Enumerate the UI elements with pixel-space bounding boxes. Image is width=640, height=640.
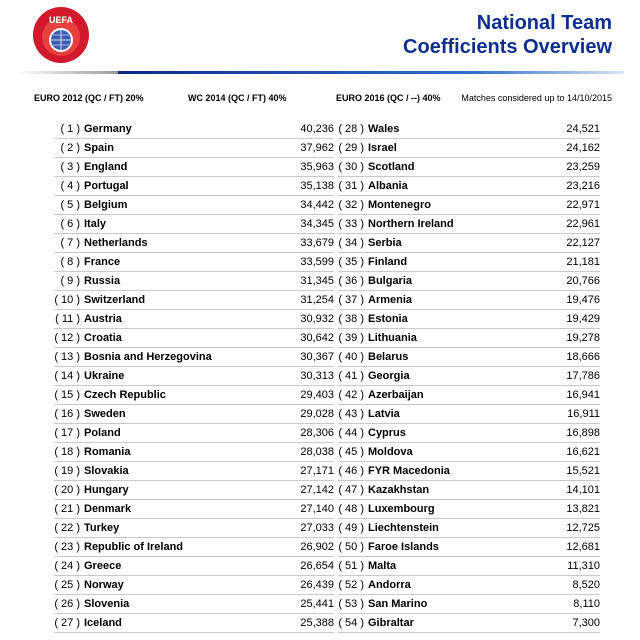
ranking-row — [54, 120, 334, 139]
coefficient-value: 31,345 — [300, 275, 334, 287]
country-name: Georgia — [368, 370, 410, 382]
coefficient-value: 34,345 — [300, 218, 334, 230]
coefficient-value: 33,679 — [300, 237, 334, 249]
country-name: Denmark — [84, 503, 132, 515]
rank-label: ( 20 ) — [54, 484, 80, 496]
ranking-row — [338, 462, 600, 481]
ranking-row — [338, 386, 600, 405]
country-name: Portugal — [84, 180, 129, 192]
country-name: Kazakhstan — [368, 484, 430, 496]
coefficient-value: 27,171 — [300, 465, 334, 477]
coefficient-value: 28,306 — [300, 427, 334, 439]
rank-label: ( 38 ) — [338, 313, 364, 325]
rank-label: ( 22 ) — [54, 522, 80, 534]
coefficient-value: 37,962 — [300, 142, 334, 154]
ranking-row — [338, 120, 600, 139]
rank-label: ( 49 ) — [338, 522, 364, 534]
coefficient-value: 21,181 — [566, 256, 600, 268]
country-name: Montenegro — [368, 199, 431, 211]
country-name: France — [84, 256, 121, 268]
rank-label: ( 54 ) — [338, 617, 364, 629]
country-name: Norway — [84, 579, 124, 591]
country-name: Romania — [84, 446, 131, 458]
rank-label: ( 36 ) — [338, 275, 364, 287]
ranking-row — [54, 329, 334, 348]
country-name: Wales — [368, 123, 400, 135]
country-name: Israel — [368, 142, 397, 154]
ranking-row — [338, 139, 600, 158]
ranking-row — [54, 500, 334, 519]
rank-label: ( 7 ) — [60, 237, 80, 249]
coefficient-value: 22,971 — [566, 199, 600, 211]
uefa-logo — [32, 6, 90, 64]
rank-label: ( 45 ) — [338, 446, 364, 458]
country-name: Ukraine — [84, 370, 125, 382]
country-name: Netherlands — [84, 237, 148, 249]
rank-label: ( 9 ) — [60, 275, 80, 287]
country-name: Northern Ireland — [368, 218, 454, 230]
ranking-row — [54, 405, 334, 424]
rank-label: ( 23 ) — [54, 541, 80, 553]
ranking-row — [338, 253, 600, 272]
meta-matches-considered: Matches considered up to 14/10/2015 — [461, 93, 612, 103]
coefficient-value: 40,236 — [300, 123, 334, 135]
ranking-row — [338, 215, 600, 234]
country-name: Spain — [84, 142, 114, 154]
ranking-row — [54, 481, 334, 500]
ranking-row — [338, 158, 600, 177]
rank-label: ( 33 ) — [338, 218, 364, 230]
ranking-row — [54, 139, 334, 158]
ranking-row — [338, 576, 600, 595]
coefficient-value: 30,313 — [300, 370, 334, 382]
header-rule-blue — [118, 71, 624, 74]
ranking-row — [54, 424, 334, 443]
header-rule-grey — [18, 71, 118, 74]
coefficient-value: 19,476 — [566, 294, 600, 306]
country-name: Scotland — [368, 161, 415, 173]
rank-label: ( 8 ) — [60, 256, 80, 268]
ranking-row — [54, 215, 334, 234]
coefficient-value: 17,786 — [566, 370, 600, 382]
country-name: FYR Macedonia — [368, 465, 450, 477]
rank-label: ( 51 ) — [338, 560, 364, 572]
country-name: Republic of Ireland — [84, 541, 184, 553]
rank-label: ( 43 ) — [338, 408, 364, 420]
coefficient-value: 25,388 — [300, 617, 334, 629]
rank-label: ( 53 ) — [338, 598, 364, 610]
coefficient-value: 28,038 — [300, 446, 334, 458]
rank-label: ( 4 ) — [60, 180, 80, 192]
ranking-row — [54, 443, 334, 462]
country-name: Croatia — [84, 332, 122, 344]
rank-label: ( 29 ) — [338, 142, 364, 154]
country-name: Estonia — [368, 313, 408, 325]
country-name: Latvia — [368, 408, 400, 420]
coefficient-value: 12,725 — [566, 522, 600, 534]
coefficient-value: 16,911 — [567, 408, 600, 420]
ranking-row — [338, 329, 600, 348]
rank-label: ( 40 ) — [338, 351, 364, 363]
coefficient-value: 7,300 — [572, 617, 600, 629]
country-name: Liechtenstein — [368, 522, 439, 534]
page-title-line2: Coefficients Overview — [403, 36, 612, 58]
coefficient-value: 27,140 — [300, 503, 334, 515]
rank-label: ( 2 ) — [60, 142, 80, 154]
country-name: Gibraltar — [368, 617, 414, 629]
rank-label: ( 42 ) — [338, 389, 364, 401]
ranking-row — [54, 234, 334, 253]
ranking-row — [54, 557, 334, 576]
country-name: Albania — [368, 180, 408, 192]
rank-label: ( 15 ) — [54, 389, 80, 401]
country-name: Slovenia — [84, 598, 130, 610]
rank-label: ( 31 ) — [338, 180, 364, 192]
ranking-row — [338, 519, 600, 538]
coefficient-value: 16,941 — [566, 389, 600, 401]
rank-label: ( 47 ) — [338, 484, 364, 496]
country-name: Belarus — [368, 351, 409, 363]
country-name: Greece — [84, 560, 122, 572]
country-name: Czech Republic — [84, 389, 166, 401]
ranking-row — [338, 443, 600, 462]
coefficient-value: 26,439 — [300, 579, 334, 591]
country-name: Serbia — [368, 237, 402, 249]
country-name: Cyprus — [368, 427, 406, 439]
country-name: Malta — [368, 560, 397, 572]
ranking-row — [338, 481, 600, 500]
ranking-row — [54, 310, 334, 329]
ranking-row — [338, 348, 600, 367]
rank-label: ( 5 ) — [60, 199, 80, 211]
ranking-column-right — [338, 120, 600, 633]
ranking-row — [54, 348, 334, 367]
meta-euro2012: EURO 2012 (QC / FT) 20% — [34, 93, 144, 103]
rank-label: ( 32 ) — [338, 199, 364, 211]
ranking-row — [54, 253, 334, 272]
rank-label: ( 19 ) — [54, 465, 80, 477]
country-name: Bulgaria — [368, 275, 413, 287]
ranking-row — [54, 177, 334, 196]
rank-label: ( 44 ) — [338, 427, 364, 439]
coefficient-value: 23,216 — [566, 180, 600, 192]
rank-label: ( 35 ) — [338, 256, 364, 268]
ranking-row — [54, 367, 334, 386]
rank-label: ( 27 ) — [54, 617, 80, 629]
coefficient-value: 23,259 — [566, 161, 600, 173]
coefficient-value: 35,963 — [300, 161, 334, 173]
country-name: Slovakia — [84, 465, 129, 477]
coefficient-value: 27,142 — [300, 484, 334, 496]
coefficient-value: 35,138 — [300, 180, 334, 192]
coefficient-value: 27,033 — [300, 522, 334, 534]
coefficient-value: 31,254 — [300, 294, 334, 306]
ranking-row — [338, 367, 600, 386]
country-name: Russia — [84, 275, 121, 287]
coefficient-value: 8,520 — [572, 579, 600, 591]
rank-label: ( 39 ) — [338, 332, 364, 344]
coefficient-value: 22,961 — [566, 218, 600, 230]
rank-label: ( 14 ) — [54, 370, 80, 382]
rank-label: ( 24 ) — [54, 560, 80, 572]
ranking-row — [338, 177, 600, 196]
rank-label: ( 30 ) — [338, 161, 364, 173]
coefficient-value: 24,521 — [566, 123, 600, 135]
rank-label: ( 25 ) — [54, 579, 80, 591]
country-name: Finland — [368, 256, 408, 268]
coefficient-value: 26,654 — [300, 560, 334, 572]
country-name: Turkey — [84, 522, 120, 534]
rank-label: ( 6 ) — [60, 218, 80, 230]
country-name: Switzerland — [84, 294, 146, 306]
ranking-row — [54, 519, 334, 538]
ranking-row — [54, 595, 334, 614]
country-name: Iceland — [84, 617, 122, 629]
rank-label: ( 12 ) — [54, 332, 80, 344]
ranking-row — [338, 310, 600, 329]
country-name: Faroe Islands — [368, 541, 439, 553]
country-name: Luxembourg — [368, 503, 435, 515]
coefficient-value: 24,162 — [566, 142, 600, 154]
ranking-row — [54, 538, 334, 557]
rank-label: ( 3 ) — [60, 161, 80, 173]
country-name: Belgium — [84, 199, 128, 211]
rank-label: ( 34 ) — [338, 237, 364, 249]
rank-label: ( 37 ) — [338, 294, 364, 306]
ranking-row — [54, 158, 334, 177]
country-name: Italy — [84, 218, 107, 230]
coefficient-value: 16,898 — [566, 427, 600, 439]
uefa-logo-text: UEFA — [48, 15, 74, 25]
rank-label: ( 11 ) — [55, 313, 80, 325]
ranking-row — [54, 614, 334, 633]
ranking-row — [338, 424, 600, 443]
coefficient-value: 25,441 — [300, 598, 334, 610]
country-name: Moldova — [368, 446, 413, 458]
rank-label: ( 21 ) — [54, 503, 80, 515]
page-title-line1: National Team — [476, 12, 612, 34]
coefficient-value: 12,681 — [566, 541, 600, 553]
coefficient-value: 8,110 — [573, 598, 600, 610]
ranking-row — [338, 557, 600, 576]
ranking-row — [338, 500, 600, 519]
rank-label: ( 52 ) — [338, 579, 364, 591]
country-name: Sweden — [84, 408, 126, 420]
coefficient-value: 18,666 — [566, 351, 600, 363]
country-name: Austria — [84, 313, 122, 325]
coefficient-value: 19,278 — [566, 332, 600, 344]
coefficient-value: 14,101 — [566, 484, 600, 496]
coefficient-value: 26,902 — [300, 541, 334, 553]
country-name: England — [84, 161, 128, 173]
ranking-row — [338, 291, 600, 310]
ranking-row — [338, 272, 600, 291]
coefficient-value: 29,403 — [300, 389, 334, 401]
rank-label: ( 10 ) — [54, 294, 80, 306]
rank-label: ( 18 ) — [54, 446, 80, 458]
rank-label: ( 13 ) — [54, 351, 80, 363]
coefficient-value: 20,766 — [566, 275, 600, 287]
meta-wc2014: WC 2014 (QC / FT) 40% — [188, 93, 287, 103]
ranking-row — [54, 291, 334, 310]
country-name: Armenia — [368, 294, 413, 306]
ranking-row — [54, 462, 334, 481]
rank-label: ( 46 ) — [338, 465, 364, 477]
country-name: Lithuania — [368, 332, 417, 344]
coefficient-value: 34,442 — [300, 199, 334, 211]
ranking-row — [338, 614, 600, 633]
ranking-row — [338, 196, 600, 215]
coefficient-value: 22,127 — [566, 237, 600, 249]
coefficient-value: 30,367 — [300, 351, 334, 363]
coefficient-value: 30,642 — [300, 332, 334, 344]
country-name: Poland — [84, 427, 121, 439]
country-name: Hungary — [84, 484, 129, 496]
coefficient-value: 33,599 — [300, 256, 334, 268]
rank-label: ( 1 ) — [60, 123, 80, 135]
ranking-row — [338, 405, 600, 424]
rank-label: ( 41 ) — [338, 370, 364, 382]
rank-label: ( 50 ) — [338, 541, 364, 553]
ranking-column-left — [54, 120, 334, 633]
rank-label: ( 17 ) — [54, 427, 80, 439]
meta-euro2016: EURO 2016 (QC / --) 40% — [336, 93, 441, 103]
country-name: San Marino — [368, 598, 428, 610]
country-name: Andorra — [368, 579, 411, 591]
country-name: Germany — [84, 123, 132, 135]
coefficient-value: 29,028 — [300, 408, 334, 420]
coefficient-value: 30,932 — [300, 313, 334, 325]
country-name: Azerbaijan — [368, 389, 424, 401]
ranking-row — [338, 595, 600, 614]
ranking-row — [338, 234, 600, 253]
ranking-row — [338, 538, 600, 557]
coefficient-value: 15,521 — [566, 465, 600, 477]
ranking-row — [54, 196, 334, 215]
coefficient-value: 13,821 — [566, 503, 600, 515]
rank-label: ( 16 ) — [54, 408, 80, 420]
ranking-row — [54, 272, 334, 291]
coefficient-value: 19,429 — [566, 313, 600, 325]
coefficient-value: 11,310 — [567, 560, 600, 572]
ranking-row — [54, 386, 334, 405]
rank-label: ( 26 ) — [54, 598, 80, 610]
ranking-row — [54, 576, 334, 595]
coefficient-value: 16,621 — [566, 446, 600, 458]
rank-label: ( 28 ) — [338, 123, 364, 135]
country-name: Bosnia and Herzegovina — [84, 351, 212, 363]
rank-label: ( 48 ) — [338, 503, 364, 515]
